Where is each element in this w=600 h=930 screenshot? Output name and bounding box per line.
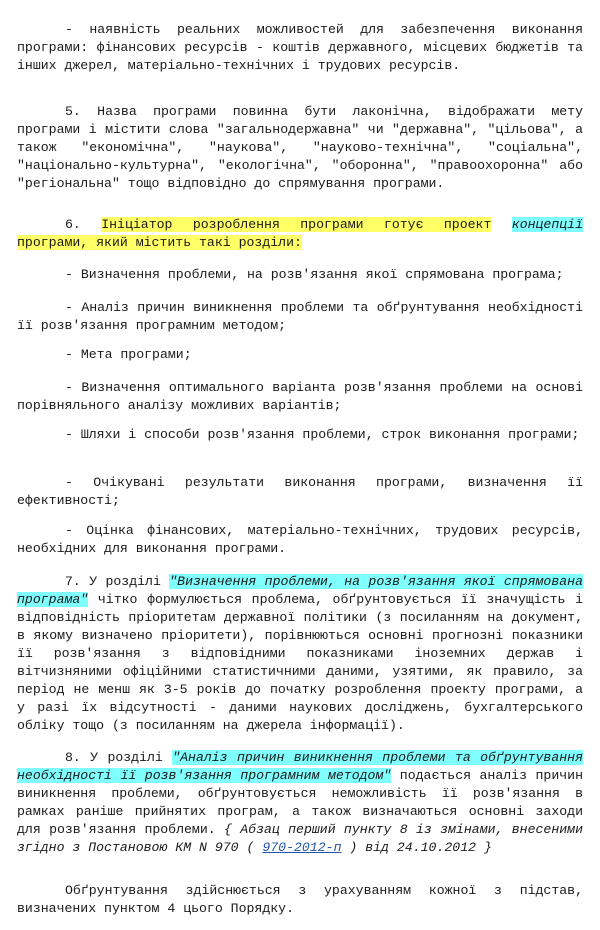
amendment-note: { Абзац перший пункту 8 із змінами, внесеними згідно з Постановою КМ N 970 ( 970-2012-п ) від 24.10.2012 } <box>17 822 583 855</box>
paragraph-resources: - наявність реальних можливостей для забезпечення виконання програми: фінансових ресурсів - коштів державного, місцевих бюджетів та інших джерел, матеріально-технічних і трудових ресурсів. <box>17 22 583 73</box>
list-item: - Шляхи і способи розв'язання проблеми, строк виконання програми; <box>65 427 580 442</box>
section-title-highlight: "Визначення проблеми, на розв'язання якої спрямована програма" <box>17 574 584 607</box>
highlight-yellow: Ініціатор розроблення програми готує проект <box>101 217 492 232</box>
list-item: - Мета програми; <box>65 347 192 362</box>
paragraph-5: 5. Назва програми повинна бути лаконічна, відображати мету програми і містити слова "загальнодержавна" чи "державна", "цільова", а також "економічна", "наукова", "науково-технічна", "соціальна", "національно-культурна", "екологічна", "оборонна", "правоохоронна" або "регіональна" тощо відповідно до спрямування програми. <box>17 104 583 191</box>
paragraph-8: 8. У розділі "Аналіз причин виникнення проблеми та обґрунтування необхідності її розв'язання програмним методом" подається аналіз причин виникнення проблеми, обґрунтовується неможливість її розв'язання в рамках раніше прийнятих програм, а також визначаються основні заходи для розв'язання проблеми. { Абзац перший пункту 8 із змінами, внесеними згідно з Постановою КМ N 970 ( 970-2012-п ) від 24.10.2012 } <box>17 750 583 855</box>
amendment-link[interactable]: 970-2012-п <box>262 840 342 855</box>
list-item: - Визначення проблеми, на розв'язання якої спрямована програма; <box>65 267 564 282</box>
list-item: - Аналіз причин виникнення проблеми та обґрунтування необхідності її розв'язання програмним методом; <box>17 300 583 333</box>
highlight-yellow: програми, який містить такі розділи: <box>17 235 302 250</box>
list-item: - Визначення оптимального варіанта розв'язання проблеми на основі порівняльного аналізу можливих варіантів; <box>17 380 583 413</box>
paragraph-7: 7. У розділі "Визначення проблеми, на розв'язання якої спрямована програма" чітко формулюється проблема, обґрунтовується її значущість і відповідність пріоритетам державної політики (з посиланням на документ, в якому визначено пріоритети), порівнюються основні прогнозні показники її розв'язання з відповідними показниками іноземних держав і вітчизняними офіційними статистичними даними, узятими, як правило, за період не менш як 3-5 років до початку розроблення проекту програми, а у разі їх відсутності - даними наукових досліджень, бухгалтерського обліку тощо (з посиланням на джерела інформації). <box>17 574 584 733</box>
paragraph-6: 6. Ініціатор розроблення програми готує проект концепції програми, який містить такі розділи: <box>17 217 584 250</box>
highlight-cyan: концепції <box>511 217 584 232</box>
paragraph-final: Обґрунтування здійснюється з урахуванням кожної з підстав, визначених пунктом 4 цього Порядку. <box>17 883 583 916</box>
list-item: - Оцінка фінансових, матеріально-технічних, трудових ресурсів, необхідних для виконання програми. <box>17 523 583 556</box>
list-item: - Очікувані результати виконання програми, визначення її ефективності; <box>17 475 583 508</box>
section-title-highlight: "Аналіз причин виникнення проблеми та обґрунтування необхідності її розв'язання програмним методом" <box>17 750 583 783</box>
